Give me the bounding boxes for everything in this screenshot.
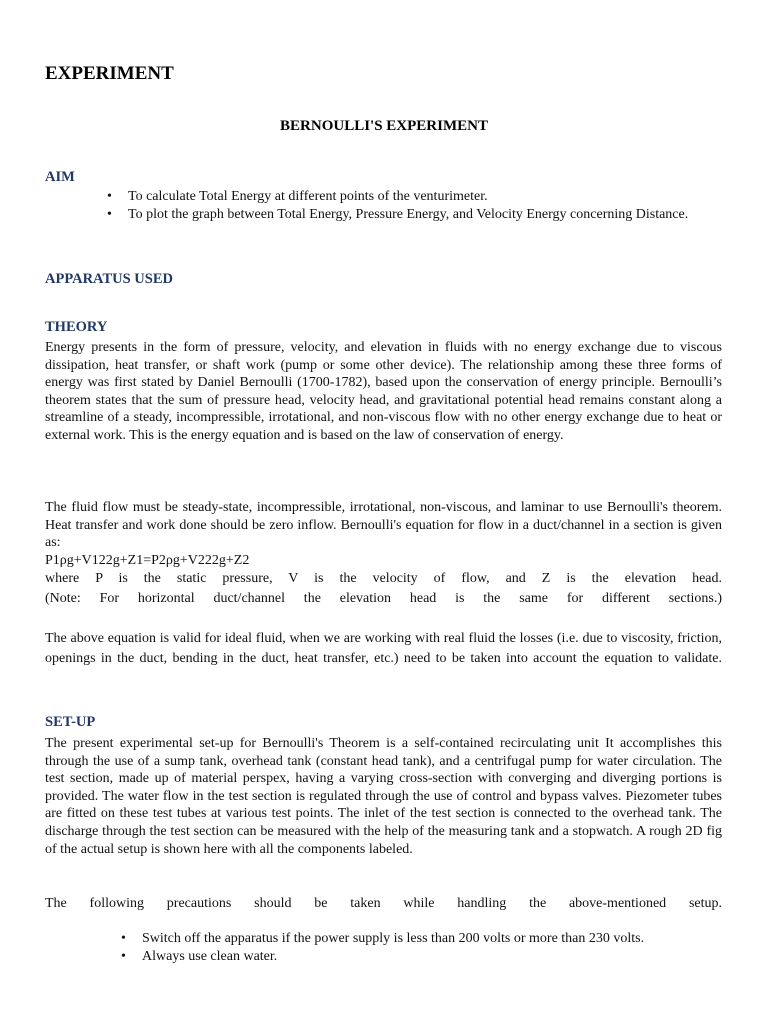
- where-line: where P is the static pressure, V is the velocity of flow, and Z is the elevation head.: [45, 571, 722, 586]
- bullet-icon: •: [107, 189, 112, 204]
- precaution-item-2: • Always use clean water.: [121, 948, 278, 964]
- theory-paragraph-1: Energy presents in the form of pressure, velocity, and elevation in fluids with no energy exchange due to viscous dissipation, heat transfer, or shaft work (pump or some other device). The relationship among these three forms of energy was first stated by Daniel Bernoulli (1700-1782), based upon the conservation of energy principle. Bernoulli’s theorem states that the sum of pressure head, velocity head, and gravitational potential head remains constant along a streamline of a steady, incompressible, irrotational, and non-viscous flow with no other energy exchange due to heat or external work. This is the energy equation and is based on the law of conservation of energy.: [45, 340, 722, 443]
- setup-heading: SET-UP: [45, 714, 96, 730]
- bullet-icon: •: [121, 931, 126, 946]
- precautions-list: [121, 930, 722, 965]
- setup-paragraph: The present experimental set-up for Bernoulli's Theorem is a self-contained recirculating unit It accomplishes this through the use of a sump tank, overhead tank (constant head tank), and a centrifugal pump for water circulation. The test section, made up of material perspex, having a varying cross-section with converging and diverging portions is provided. The water flow in the test section is regulated through the use of control and bypass valves. Piezometer tubes are fitted on these test tubes at various test points. The inlet of the test section is connected to the overhead tank. The discharge through the test section can be measured with the help of the measuring tank and a stopwatch. A rough 2D fig of the actual setup is shown here with all the components labeled.: [45, 736, 722, 857]
- aim-heading: AIM: [45, 169, 75, 185]
- note-line: (Note: For horizontal duct/channel the elevation head is the same for different sections.): [45, 591, 722, 606]
- aim-list: [107, 188, 722, 223]
- bullet-icon: •: [107, 206, 112, 222]
- precautions-intro: The following precautions should be taken while handling the above-mentioned setup.: [45, 896, 722, 911]
- apparatus-heading: APPARATUS USED: [45, 271, 173, 287]
- bullet-icon: •: [121, 948, 126, 964]
- document-title: EXPERIMENT: [45, 63, 174, 84]
- aim-list-container: [107, 188, 722, 223]
- precautions-list-container: [121, 930, 722, 965]
- theory-heading: THEORY: [45, 319, 108, 335]
- bernoulli-equation: P1ρg+V122g+Z1=P2ρg+V222g+Z2: [45, 553, 250, 568]
- aim-item-1: • To calculate Total Energy at different points of the venturimeter.: [107, 189, 488, 204]
- experiment-subtitle: BERNOULLI'S EXPERIMENT: [280, 118, 488, 134]
- theory-paragraph-2: The fluid flow must be steady-state, incompressible, irrotational, non-viscous, and laminar to use Bernoulli's theorem. Heat transfer and work done should be zero inflow. Bernoulli's equation for flow in a duct/channel in a section is given as:: [45, 500, 722, 551]
- theory-paragraph-3: The above equation is valid for ideal fluid, when we are working with real fluid the losses (i.e. due to viscosity, friction, openings in the duct, bending in the duct, heat transfer, etc.) need to be taken into account the equation to validate.: [45, 631, 722, 666]
- aim-item-2: • To plot the graph between Total Energy, Pressure Energy, and Velocity Energy concerning Distance.: [107, 206, 689, 222]
- precaution-item-1: • Switch off the apparatus if the power supply is less than 200 volts or more than 230 volts.: [121, 931, 645, 946]
